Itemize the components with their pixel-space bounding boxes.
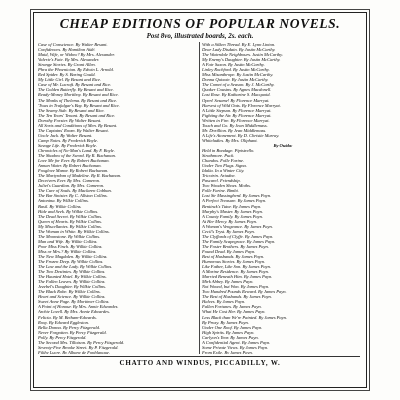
left-book-column bbox=[38, 42, 200, 354]
book-entry: 'Twas in Trafalgar's Bay. By Besant and Rice. bbox=[38, 102, 120, 108]
book-entry: Felicia. By M. Betham-Edwards. bbox=[38, 314, 97, 320]
book-entry: The Golden Butterfly. By Besant and Rice. bbox=[38, 87, 114, 93]
book-entry: Linley Rochford. By Justin McCarthy. bbox=[202, 67, 270, 73]
book-entry: Carlyon's Year. By James Payn. bbox=[202, 334, 259, 340]
book-entry: Best of Husbands. By James Payn. bbox=[202, 253, 265, 259]
book-entry: Maid, Wife, or Widow? By Mrs. Alexander. bbox=[38, 52, 115, 58]
book-entry: Confidences. By Hamilton Aïdé. bbox=[38, 47, 96, 53]
book-entry: The Frozen Deep. By Wilkie Collins. bbox=[38, 259, 104, 265]
book-entry: Harvest of Wild Oats. By Florence Marryat. bbox=[202, 102, 281, 108]
book-entry: Married Beneath Him. By James Payn. bbox=[202, 274, 273, 280]
book-entry: Archie Lovell. By Mrs. Annie Edwardes. bbox=[38, 309, 110, 315]
book-entry: Halves. By James Payn. bbox=[202, 299, 246, 305]
book-entry: The Clyffards of Clyffe. By James Payn. bbox=[202, 233, 274, 239]
book-entry: By Proxy. By James Payn. bbox=[202, 319, 249, 325]
book-entry: Humorous Stories. By James Payn. bbox=[202, 259, 266, 265]
book-entry: What He Cost Her. By James Payn. bbox=[202, 309, 266, 315]
book-entry: The Fallen Leaves. By Wilkie Collins. bbox=[38, 279, 106, 285]
book-entry: A Life's Atonement. By D. Christie Murray. bbox=[202, 132, 280, 138]
book-entry: A Marine Residence. By James Payn. bbox=[202, 269, 269, 275]
book-entry: The Dead Secret. By Wilkie Collins. bbox=[38, 213, 103, 219]
book-entry: Poor Miss Finch. By Wilkie Collins. bbox=[38, 243, 103, 249]
book-entry: Roxy. By Edward Eggleston. bbox=[38, 319, 89, 325]
book-entry: Chandos. Folle Farine. bbox=[202, 158, 245, 164]
book-entry: Found Dead. By James Payn. bbox=[202, 248, 256, 254]
book-entry: Quaker Cousins. By Agnes Macdonell. bbox=[202, 87, 272, 93]
book-entry: Polly. By Percy Fitzgerald. bbox=[38, 334, 87, 340]
book-entry: High Spirits. By James Payn. bbox=[202, 329, 255, 335]
page-title: CHEAP EDITIONS OF POPULAR NOVELS. bbox=[59, 16, 341, 31]
book-entry: Case of Mr. Lucraft. By Besant and Rice. bbox=[38, 82, 112, 88]
book-entry: Tricotrin. Ariadne. bbox=[202, 173, 236, 179]
book-entry: Whiteladies. By Mrs. Oliphant. bbox=[202, 137, 258, 143]
book-entry: Basil. By Wilkie Collins. bbox=[38, 203, 82, 209]
book-entry: Queen of Hearts. By Wilkie Collins. bbox=[38, 218, 102, 224]
book-entry: The Waterdale Neighbours. Justin McCarthy. bbox=[202, 52, 284, 58]
book-entry: Less Black than We're Painted. By James Payn. bbox=[202, 314, 288, 320]
book-entry: A Confidential Agent. By James Payn. bbox=[202, 339, 271, 345]
book-entry: Lost Sir Massingberd. By James Payn. bbox=[202, 193, 272, 199]
book-entry: Not Wooed, but Won. By James Payn. bbox=[202, 284, 270, 290]
book-entry: Never Forgotten. By Percy Fitzgerald. bbox=[38, 329, 107, 335]
book-entry: Fighting the Air. By Florence Marryat. bbox=[202, 112, 272, 118]
book-entry: Antonina. By Wilkie Collins. bbox=[38, 198, 89, 204]
book-entry: Hide and Seek. By Wilkie Collins. bbox=[38, 208, 99, 214]
book-entry: Chronicles of No-Man's Land. By F. Boyle. bbox=[38, 147, 115, 153]
book-entry: A County Family. By James Payn. bbox=[202, 213, 264, 219]
book-entry: Idalia. In a Winter City. bbox=[202, 168, 245, 174]
book-entry: A Little Stepson. By Florence Marryat. bbox=[202, 107, 272, 113]
book-entry: All Sorts and Conditions of Men. By Besant. bbox=[38, 122, 118, 128]
book-entry: Dear Lady Disdain. By Justin McCarthy. bbox=[202, 47, 276, 53]
advertisement-frame bbox=[33, 12, 367, 388]
book-entry: Some Private Views. By James Payn. bbox=[202, 344, 269, 350]
book-entry: The Family Scapegrace. By James Payn. bbox=[202, 238, 276, 244]
book-entry: Pascarel. Friendship. bbox=[202, 178, 241, 184]
book-entry: Seventy-Five Brooke Street. By P. Fitzgerald. bbox=[38, 344, 119, 350]
book-entry: Man and Wife. By Wilkie Collins. bbox=[38, 238, 98, 244]
book-entry: The Ten Years' Tenant. By Besant and Rice. bbox=[38, 112, 116, 118]
book-entry: Lost Rose. By Katharine S. Macquoid. bbox=[202, 92, 271, 98]
book-entry: Under One Roof. By James Payn. bbox=[202, 324, 263, 330]
book-entry: Two Hundred Pounds Reward. By James Payn. bbox=[202, 289, 287, 295]
book-entry: The Cure of Souls. By Maclaren Cobban. bbox=[38, 188, 112, 194]
book-entry: Deceivers Ever. By Mrs. Cameron. bbox=[38, 178, 101, 184]
book-entry: With a Silken Thread. By E. Lynn Linton. bbox=[202, 42, 276, 47]
book-entry: The Woman in White. By Wilkie Collins. bbox=[38, 228, 110, 234]
book-entry: A Perfect Treasure. By James Payn. bbox=[202, 198, 267, 204]
book-entry: Ready-Money Mortiboy. By Besant and Rice. bbox=[38, 92, 119, 98]
book-entry: The Foster Brothers. By James Payn. bbox=[202, 243, 269, 249]
book-entry: Strathmore. Puck. bbox=[202, 153, 235, 159]
publisher-imprint: CHATTO AND WINDUS, PICCADILLY, W. bbox=[119, 359, 281, 367]
book-entry: Miss or Mrs.? By Wilkie Collins. bbox=[38, 248, 97, 254]
book-entry: Like Father, Like Son. By James Payn. bbox=[202, 264, 271, 270]
book-entry: The Bar Sinister. By C. Allston Collins. bbox=[38, 193, 108, 199]
book-entry: The Comet of a Season. By J. McCarthy. bbox=[202, 82, 275, 88]
book-entry: Miss Misanthrope. By Justin McCarthy. bbox=[202, 72, 274, 78]
book-entry: The Two Destinies. By Wilkie Collins. bbox=[38, 269, 106, 275]
book-entry: Phra the Phoenician. By Edwin L. Arnold. bbox=[38, 67, 114, 73]
book-entry: Annan Water. By Robert Buchanan. bbox=[38, 163, 102, 169]
book-entry: Held in Bondage. Pipistrello. bbox=[202, 147, 255, 153]
book-entry: My Miscellanies. By Wilkie Collins. bbox=[38, 223, 102, 229]
book-entry: The New Magdalen. By Wilkie Collins. bbox=[38, 253, 108, 259]
book-entry: The Haunted Hotel. By Wilkie Collins. bbox=[38, 274, 107, 280]
book-entry: Juliet's Guardian. By Mrs. Cameron. bbox=[38, 183, 105, 189]
book-entry: From Exile. By James Payn. bbox=[202, 349, 253, 354]
book-entry: Bella Donna. By Percy Fitzgerald. bbox=[38, 324, 100, 330]
book-entry: A Fair Saxon. By Justin McCarthy. bbox=[202, 62, 265, 68]
book-entry: The Black Robe. By Wilkie Collins. bbox=[38, 289, 101, 295]
book-entry: My Little Girl. By Besant and Rice. bbox=[38, 77, 102, 83]
book-entry: Folle Farine. Bimbi. bbox=[202, 188, 239, 194]
book-entry: The Seamy Side. By Besant and Rice. bbox=[38, 107, 105, 113]
book-entry: Valerie's Fate. By Mrs. Alexander. bbox=[38, 57, 100, 63]
book-entry: The Moonstone. By Wilkie Collins. bbox=[38, 233, 101, 239]
book-entry: Camp Notes. By Frederick Boyle. bbox=[38, 137, 99, 143]
book-entry: Murphy's Master. By James Payn. bbox=[202, 208, 263, 214]
book-entry: The Best of Husbands. By James Payn. bbox=[202, 294, 272, 300]
book-entry: Fallen Fortunes. By James Payn. bbox=[202, 304, 262, 310]
book-entry: Case of Conscience. By Walter Besant. bbox=[38, 42, 108, 47]
book-entry: Two Wooden Shoes. Moths. bbox=[202, 183, 251, 189]
book-entry: Written in Fire. By Florence Marryat. bbox=[202, 117, 270, 123]
book-entry: By Ouida: bbox=[273, 142, 293, 148]
book-entry: Donna Quixote. By Justin McCarthy. bbox=[202, 77, 269, 83]
book-entry: Dorothy Forster. By Walter Besant. bbox=[38, 117, 102, 123]
book-entry: Bentinck's Tutor. By James Payn. bbox=[202, 203, 262, 209]
book-entry: Foxglove Manor. By Robert Buchanan. bbox=[38, 168, 109, 174]
book-entry: Red Spider. By S. Baring Gould. bbox=[38, 72, 96, 78]
book-entry: The Monks of Thelema. By Besant and Rice. bbox=[38, 97, 118, 103]
book-entry: At Her Mercy. By James Payn. bbox=[202, 218, 257, 224]
book-entry: Sweet Anne Page. By Mortimer Collins. bbox=[38, 299, 110, 305]
book-entry: The Captains' Room. By Walter Besant. bbox=[38, 127, 109, 133]
book-entry: Love Me for Ever. By Robert Buchanan. bbox=[38, 158, 110, 164]
right-book-column bbox=[202, 42, 364, 354]
book-entry: Filthy Lucre. By Albany de Fonblanque. bbox=[38, 349, 110, 354]
book-entry: The Martyrdom of Madeline. By R. Buchanan. bbox=[38, 173, 122, 179]
book-entry: Touch and Go. By Jean Middlemass. bbox=[202, 122, 268, 128]
book-entry: Mirk Abbey. By James Payn. bbox=[202, 279, 254, 285]
book-entry: Cecil's Tryst. By James Payn. bbox=[202, 228, 255, 234]
book-entry: Open! Sesame! By Florence Marryat. bbox=[202, 97, 270, 103]
book-entry: Savage Life. By Frederick Boyle. bbox=[38, 142, 97, 148]
book-entry: The Second Mrs. Tillotson. By Percy Fitzgerald. bbox=[38, 339, 125, 345]
footer-rule bbox=[40, 356, 360, 357]
book-entry: Strange Stories. By Grant Allen. bbox=[38, 62, 96, 68]
book-entry: The Law and the Lady. By Wilkie Collins. bbox=[38, 264, 113, 270]
book-entry: A Woman's Vengeance. By James Payn. bbox=[202, 223, 273, 229]
book-entry: Heart and Science. By Wilkie Collins. bbox=[38, 294, 106, 300]
book-entry: Jezebel's Daughter. By Wilkie Collins. bbox=[38, 284, 106, 290]
page-subtitle: Post 8vo, illustrated boards, 2s. each. bbox=[146, 32, 254, 40]
book-entry: My Enemy's Daughter. By Justin McCarthy. bbox=[202, 57, 281, 63]
book-entry: Mr. Dorillion. By Jean Middlemass. bbox=[202, 127, 267, 133]
column-divider bbox=[199, 42, 200, 354]
book-entry: Uncle Jack. By Walter Besant. bbox=[38, 132, 93, 138]
book-entry: A Point of Honour. By Mrs. Annie Edwardes. bbox=[38, 304, 119, 310]
book-entry: Under Two Flags. Signa. bbox=[202, 163, 247, 169]
book-entry: The Shadow of the Sword. By R. Buchanan. bbox=[38, 153, 116, 159]
